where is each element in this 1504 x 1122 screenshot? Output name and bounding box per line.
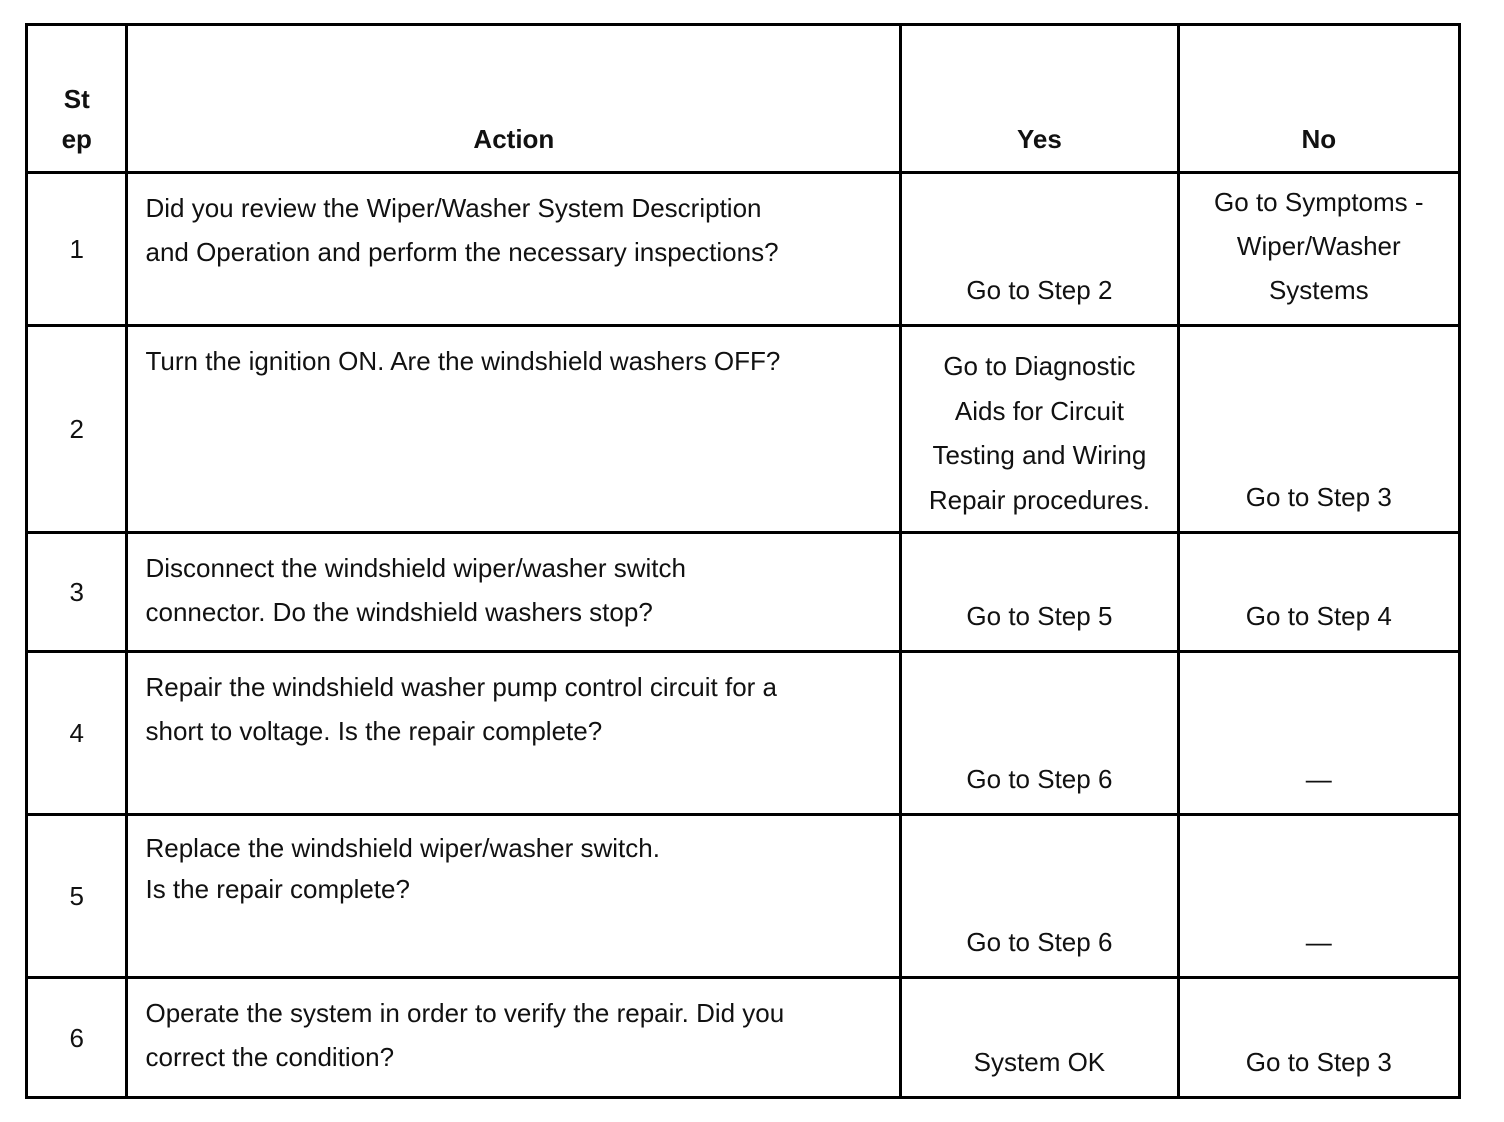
yes-line: Go to Diagnostic	[943, 351, 1136, 381]
action-line: Disconnect the windshield wiper/washer switch	[145, 553, 686, 583]
no-line: Wiper/Washer	[1236, 231, 1401, 261]
yes-line: Go to Step 6	[966, 764, 1113, 794]
yes-result	[901, 815, 1178, 978]
action-line: Operate the system in order to verify the repair. Did you	[145, 998, 785, 1028]
header-no: No	[1178, 25, 1459, 173]
no-result	[1178, 533, 1459, 652]
yes-line: Testing and Wiring	[932, 440, 1147, 470]
action-line: connector. Do the windshield washers stop?	[145, 597, 653, 627]
header-step-line-2: ep	[61, 124, 92, 154]
yes-result	[901, 652, 1178, 815]
step-number: 2	[27, 326, 127, 533]
step-number: 3	[27, 533, 127, 652]
yes-line: System OK	[973, 1047, 1106, 1077]
action-line: correct the condition?	[145, 1042, 395, 1072]
action-line: Repair the windshield washer pump control circuit for a	[145, 672, 777, 702]
action-text	[127, 173, 901, 326]
no-line: —	[1305, 927, 1332, 957]
no-line: Go to Symptoms -	[1214, 187, 1424, 217]
table-row	[27, 533, 1460, 652]
step-number: 4	[27, 652, 127, 815]
action-text	[127, 815, 901, 978]
no-result	[1178, 815, 1459, 978]
yes-line: Repair procedures.	[928, 484, 1150, 515]
header-step-line-1: St	[63, 84, 90, 114]
diagnostic-table	[25, 23, 1461, 1099]
no-line: Systems	[1268, 275, 1369, 305]
no-result	[1178, 652, 1459, 815]
table-row	[27, 173, 1460, 326]
yes-line: Go to Step 5	[966, 601, 1113, 631]
action-line: Replace the windshield wiper/washer switch.	[145, 833, 660, 863]
step-number: 6	[27, 978, 127, 1098]
table-row	[27, 815, 1460, 978]
no-result	[1178, 978, 1459, 1098]
no-line: Go to Step 3	[1245, 1047, 1392, 1077]
action-text	[127, 533, 901, 652]
table-row	[27, 326, 1460, 533]
yes-line: Go to Step 6	[966, 927, 1113, 957]
action-text	[127, 652, 901, 815]
action-line: short to voltage. Is the repair complete?	[145, 716, 603, 746]
no-result	[1178, 326, 1459, 533]
action-line: and Operation and perform the necessary inspections?	[145, 237, 779, 267]
header-action: Action	[127, 25, 901, 173]
action-line: Is the repair complete?	[145, 874, 410, 904]
header-yes: Yes	[901, 25, 1178, 173]
header-step	[27, 25, 127, 173]
header-row	[27, 25, 1460, 173]
no-result	[1178, 173, 1459, 326]
action-text	[127, 326, 901, 533]
yes-line: Aids for Circuit	[954, 395, 1124, 426]
yes-result	[901, 326, 1178, 533]
yes-line: Go to Step 2	[966, 275, 1113, 305]
action-text	[127, 978, 901, 1098]
no-line: Go to Step 3	[1245, 482, 1392, 512]
action-line: Did you review the Wiper/Washer System Description	[145, 193, 762, 223]
no-line: —	[1305, 764, 1332, 794]
yes-result	[901, 978, 1178, 1098]
step-number: 1	[27, 173, 127, 326]
yes-result	[901, 173, 1178, 326]
action-line: Turn the ignition ON. Are the windshield washers OFF?	[145, 346, 781, 376]
table-row	[27, 978, 1460, 1098]
table-row	[27, 652, 1460, 815]
yes-result	[901, 533, 1178, 652]
no-line: Go to Step 4	[1245, 601, 1392, 631]
step-number: 5	[27, 815, 127, 978]
